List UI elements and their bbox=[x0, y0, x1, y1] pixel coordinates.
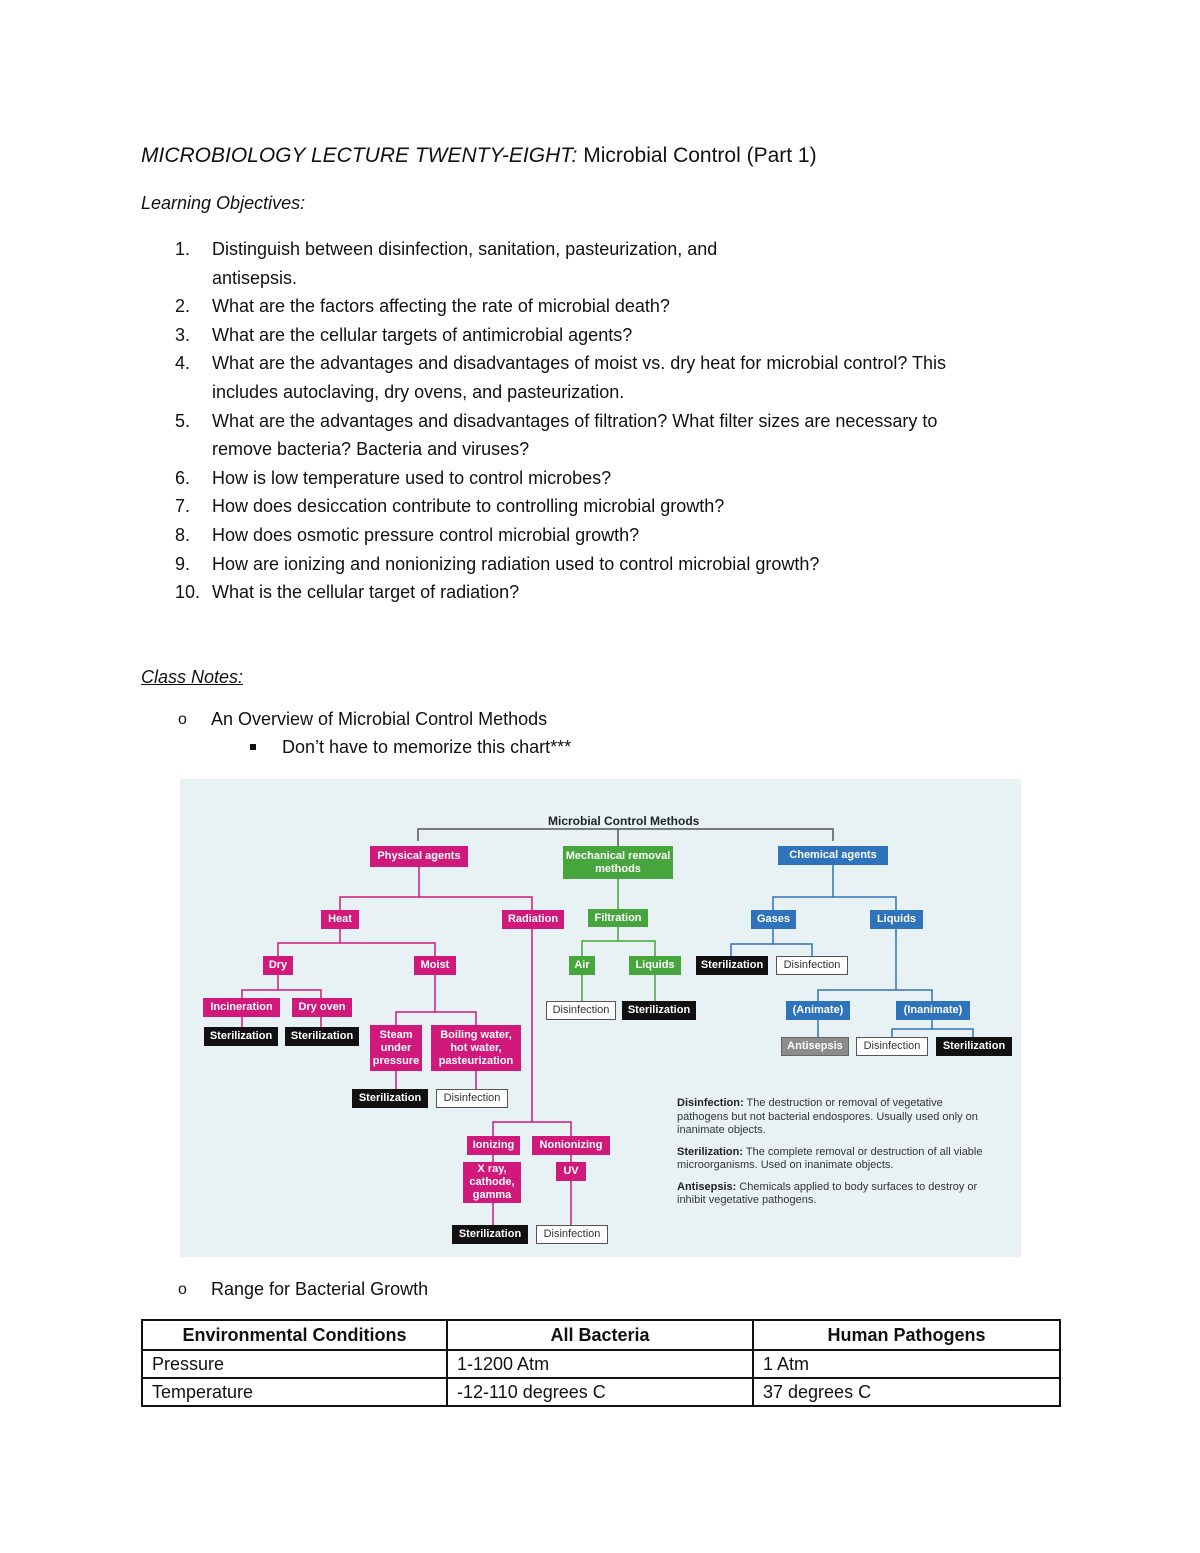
node-disinfection: Disinfection bbox=[536, 1225, 608, 1244]
objective-item: 6. How is low temperature used to control microbes? bbox=[175, 467, 612, 488]
definition-sterilization: Sterilization: The complete removal or destruction of all viable microorganisms. Used on inanimate objects. bbox=[677, 1145, 983, 1171]
node-antisepsis: Antisepsis bbox=[781, 1037, 849, 1056]
node-xray-cathode-gamma: X ray, cathode, gamma bbox=[463, 1162, 521, 1203]
connector-chem-gases bbox=[773, 865, 833, 910]
objective-item: 4. What are the advantages and disadvantages of moist vs. dry heat for microbial control? This includes autoclaving, dry ovens, and pasteurization. bbox=[175, 353, 947, 402]
connector-physical-radiation bbox=[419, 897, 532, 910]
column-header: Environmental Conditions bbox=[142, 1320, 447, 1350]
node-sterilization: Sterilization bbox=[936, 1037, 1012, 1056]
table-row bbox=[142, 1378, 1060, 1406]
connector-inan-ster bbox=[932, 1029, 973, 1037]
bullet-marker: o bbox=[178, 711, 187, 728]
connector-dry-oven bbox=[278, 990, 321, 998]
connector-dry-incin bbox=[242, 975, 278, 998]
node-sterilization: Sterilization bbox=[352, 1089, 428, 1108]
node-chemical-agents: Chemical agents bbox=[778, 846, 888, 865]
connector-chem-liquids bbox=[833, 897, 896, 910]
node-ionizing: Ionizing bbox=[467, 1136, 520, 1155]
table-cell: 1 Atm bbox=[753, 1350, 1060, 1378]
microbial-control-diagram bbox=[180, 779, 1021, 1257]
node-steam-under-pressure: Steam under pressure bbox=[370, 1025, 422, 1071]
page-title bbox=[141, 144, 817, 168]
node-dry-oven: Dry oven bbox=[292, 998, 352, 1017]
objective-item: 10. What is the cellular target of radiation? bbox=[175, 582, 520, 603]
connector-heat-dry bbox=[278, 929, 340, 956]
node-inanimate: (Inanimate) bbox=[896, 1001, 970, 1020]
node-gases: Gases bbox=[751, 910, 796, 929]
node-sterilization: Sterilization bbox=[452, 1225, 528, 1244]
bacterial-growth-table bbox=[141, 1319, 1061, 1407]
table-cell: Pressure bbox=[142, 1350, 447, 1378]
class-notes-heading: Class Notes: bbox=[141, 667, 244, 687]
node-animate: (Animate) bbox=[786, 1001, 850, 1020]
bullet-marker: o bbox=[178, 1281, 187, 1298]
column-header: Human Pathogens bbox=[753, 1320, 1060, 1350]
diagram-title: Microbial Control Methods bbox=[548, 814, 700, 828]
node-incineration: Incineration bbox=[203, 998, 280, 1017]
objective-item: 3. What are the cellular targets of antimicrobial agents? bbox=[175, 324, 633, 345]
connector-gases-dis bbox=[773, 944, 812, 956]
connector-moist-steam bbox=[396, 975, 435, 1025]
node-sterilization: Sterilization bbox=[696, 956, 768, 975]
connector-moist-boil bbox=[435, 1012, 476, 1025]
objective-item: 1. Distinguish between disinfection, sanitation, pasteurization, and antisepsis. bbox=[175, 239, 718, 288]
table-row bbox=[142, 1350, 1060, 1378]
node-liquids-chemical: Liquids bbox=[870, 910, 923, 929]
connector-inan-dis bbox=[892, 1020, 932, 1037]
connector-filt-liq bbox=[618, 941, 655, 956]
title-italic: MICROBIOLOGY LECTURE TWENTY-EIGHT: bbox=[141, 144, 578, 167]
square-bullet bbox=[250, 744, 256, 750]
node-heat: Heat bbox=[321, 910, 359, 929]
node-boiling-water: Boiling water, hot water, pasteurization bbox=[431, 1025, 521, 1071]
title-rest: Microbial Control (Part 1) bbox=[577, 144, 817, 167]
node-mechanical-removal: Mechanical removal methods bbox=[563, 846, 673, 879]
node-radiation: Radiation bbox=[502, 910, 564, 929]
node-disinfection: Disinfection bbox=[776, 956, 848, 975]
objective-item: 7. How does desiccation contribute to controlling microbial growth? bbox=[175, 496, 725, 517]
table-cell: -12-110 degrees C bbox=[447, 1378, 753, 1406]
connector-top bbox=[418, 829, 833, 841]
node-sterilization: Sterilization bbox=[622, 1001, 696, 1020]
learning-objectives-heading: Learning Objectives: bbox=[141, 193, 306, 213]
diagram-definitions bbox=[677, 1097, 997, 1216]
connector-heat-moist bbox=[340, 943, 435, 956]
node-disinfection: Disinfection bbox=[546, 1001, 616, 1020]
table-cell: Temperature bbox=[142, 1378, 447, 1406]
column-header: All Bacteria bbox=[447, 1320, 753, 1350]
range-bullet: Range for Bacterial Growth bbox=[211, 1279, 429, 1299]
overview-bullet: An Overview of Microbial Control Methods bbox=[211, 709, 548, 729]
connector-physical-heat bbox=[340, 867, 419, 910]
node-liquids-filtration: Liquids bbox=[629, 956, 681, 975]
connector-rad-nonion bbox=[532, 1122, 571, 1136]
definition-antisepsis: Antisepsis: Chemicals applied to body surfaces to destroy or inhibit vegetative pathogens. bbox=[677, 1180, 978, 1206]
node-dry: Dry bbox=[263, 956, 293, 975]
memo-bullet: Don’t have to memorize this chart*** bbox=[282, 737, 572, 757]
definition-disinfection: Disinfection: The destruction or removal of vegetative pathogens but not bacterial endospores. Usually used only on inanimate objects. bbox=[677, 1097, 978, 1136]
objective-item: 8. How does osmotic pressure control microbial growth? bbox=[175, 524, 640, 545]
table-cell: 1-1200 Atm bbox=[447, 1350, 753, 1378]
objective-item: 5. What are the advantages and disadvantages of filtration? What filter sizes are necessary to remove bacteria? Bacteria and viruses? bbox=[175, 410, 938, 460]
node-air: Air bbox=[569, 956, 595, 975]
connector-liquids-split bbox=[818, 990, 932, 1001]
node-nonionizing: Nonionizing bbox=[532, 1136, 610, 1155]
connector-gases-ster bbox=[731, 929, 773, 956]
objective-item: 2. What are the factors affecting the rate of microbial death? bbox=[175, 296, 670, 317]
node-filtration: Filtration bbox=[588, 909, 648, 927]
table-cell: 37 degrees C bbox=[753, 1378, 1060, 1406]
learning-objectives-list bbox=[141, 235, 1041, 607]
node-physical-agents: Physical agents bbox=[370, 846, 468, 867]
connector-filt-air bbox=[582, 927, 618, 956]
node-sterilization: Sterilization bbox=[204, 1027, 278, 1046]
node-disinfection: Disinfection bbox=[436, 1089, 508, 1108]
table-header-row bbox=[142, 1320, 1060, 1350]
objective-item: 9. How are ionizing and nonionizing radiation used to control microbial growth? bbox=[175, 553, 820, 574]
node-uv: UV bbox=[556, 1162, 586, 1181]
node-moist: Moist bbox=[414, 956, 456, 975]
node-sterilization: Sterilization bbox=[285, 1027, 359, 1046]
node-disinfection: Disinfection bbox=[856, 1037, 928, 1056]
